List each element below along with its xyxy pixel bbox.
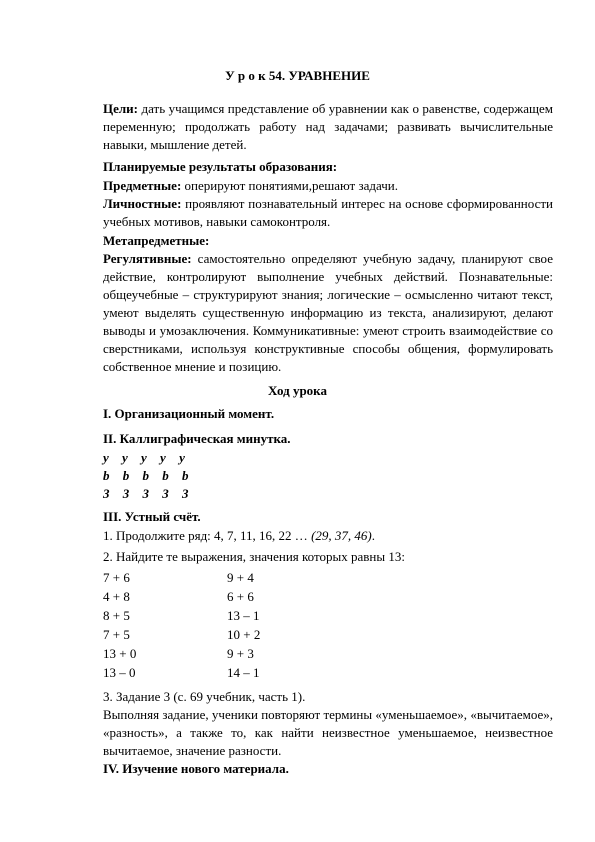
expression-cell: 13 + 0 bbox=[103, 646, 137, 661]
personal-label: Личностные: bbox=[103, 196, 182, 211]
subject-results bbox=[103, 177, 553, 195]
section-2-heading: II. Каллиграфическая минутка. bbox=[103, 431, 291, 446]
expression-cell: 8 + 5 bbox=[103, 608, 130, 623]
regulatory-paragraph bbox=[103, 250, 553, 376]
task-3: 3. Задание 3 (с. 69 учебник, часть 1). bbox=[103, 689, 306, 704]
planned-results-heading: Планируемые результаты образования: bbox=[103, 159, 338, 174]
goals-label: Цели: bbox=[103, 101, 138, 116]
goals-text: дать учащимся представление об уравнении как о равенстве, содержащем переменную; продолжать работу над задачами; развивать вычислительные навыки, мышление детей. bbox=[103, 101, 553, 152]
personal-results bbox=[103, 195, 553, 231]
regulatory-label: Регулятивные: bbox=[103, 251, 192, 266]
meta-heading: Метапредметные: bbox=[103, 233, 210, 248]
expression-cell: 9 + 3 bbox=[227, 646, 254, 661]
task-1-text: 1. Продолжите ряд: 4, 7, 11, 16, 22 … bbox=[103, 528, 312, 543]
expression-cell: 6 + 6 bbox=[227, 589, 254, 604]
goals-paragraph bbox=[103, 100, 553, 154]
lesson-title: У р о к 54. УРАВНЕНИЕ bbox=[225, 68, 370, 83]
expression-cell: 13 – 1 bbox=[227, 608, 260, 623]
expression-cell: 7 + 5 bbox=[103, 627, 130, 642]
section-1-heading: I. Организационный момент. bbox=[103, 406, 275, 421]
task-1-answer: (29, 37, 46) bbox=[311, 528, 372, 543]
expression-cell: 10 + 2 bbox=[227, 627, 261, 642]
expression-cell: 4 + 8 bbox=[103, 589, 130, 604]
subject-label: Предметные: bbox=[103, 178, 182, 193]
calligraphy-line-1: у у у у у bbox=[103, 450, 190, 465]
expression-cell: 14 – 1 bbox=[227, 665, 260, 680]
section-4-heading: IV. Изучение нового материала. bbox=[103, 761, 289, 776]
task-1 bbox=[103, 527, 553, 545]
lesson-flow-heading: Ход урока bbox=[268, 383, 327, 398]
personal-text: проявляют познавательный интерес на основе сформированности учебных мотивов, навыки самоконтроля. bbox=[103, 196, 553, 229]
regulatory-text: самостоятельно определяют учебную задачу, планируют свое действие, контролируют выполнение учебных действий. Познавательные: общеучебные – структурируют знания; логические – осмысленно читают текст, умеют выделять существенную информацию из текста, анализируют, делают выводы и умозаключения. Коммуникативные: умеют строить взаимодействие со сверстниками, используя конструктивные способы общения, формулировать собственное мнение и позицию. bbox=[103, 251, 553, 374]
calligraphy-line-3: 3 3 3 3 3 bbox=[103, 486, 194, 501]
expression-cell: 9 + 4 bbox=[227, 570, 254, 585]
expression-cell: 7 + 6 bbox=[103, 570, 130, 585]
task-3-description: Выполняя задание, ученики повторяют термины «уменьшаемое», «вычитаемое», «разность», а также то, как найти неизвестное уменьшаемое, неизвестное вычитаемое, значение разности. bbox=[103, 707, 553, 758]
calligraphy-line-2: b b b b b bbox=[103, 468, 194, 483]
task-1-end: . bbox=[371, 528, 375, 543]
section-3-heading: III. Устный счёт. bbox=[103, 509, 201, 524]
subject-text: оперируют понятиями,решают задачи. bbox=[181, 178, 398, 193]
expression-cell: 13 – 0 bbox=[103, 665, 136, 680]
task-2: 2. Найдите те выражения, значения которых равны 13: bbox=[103, 549, 405, 564]
